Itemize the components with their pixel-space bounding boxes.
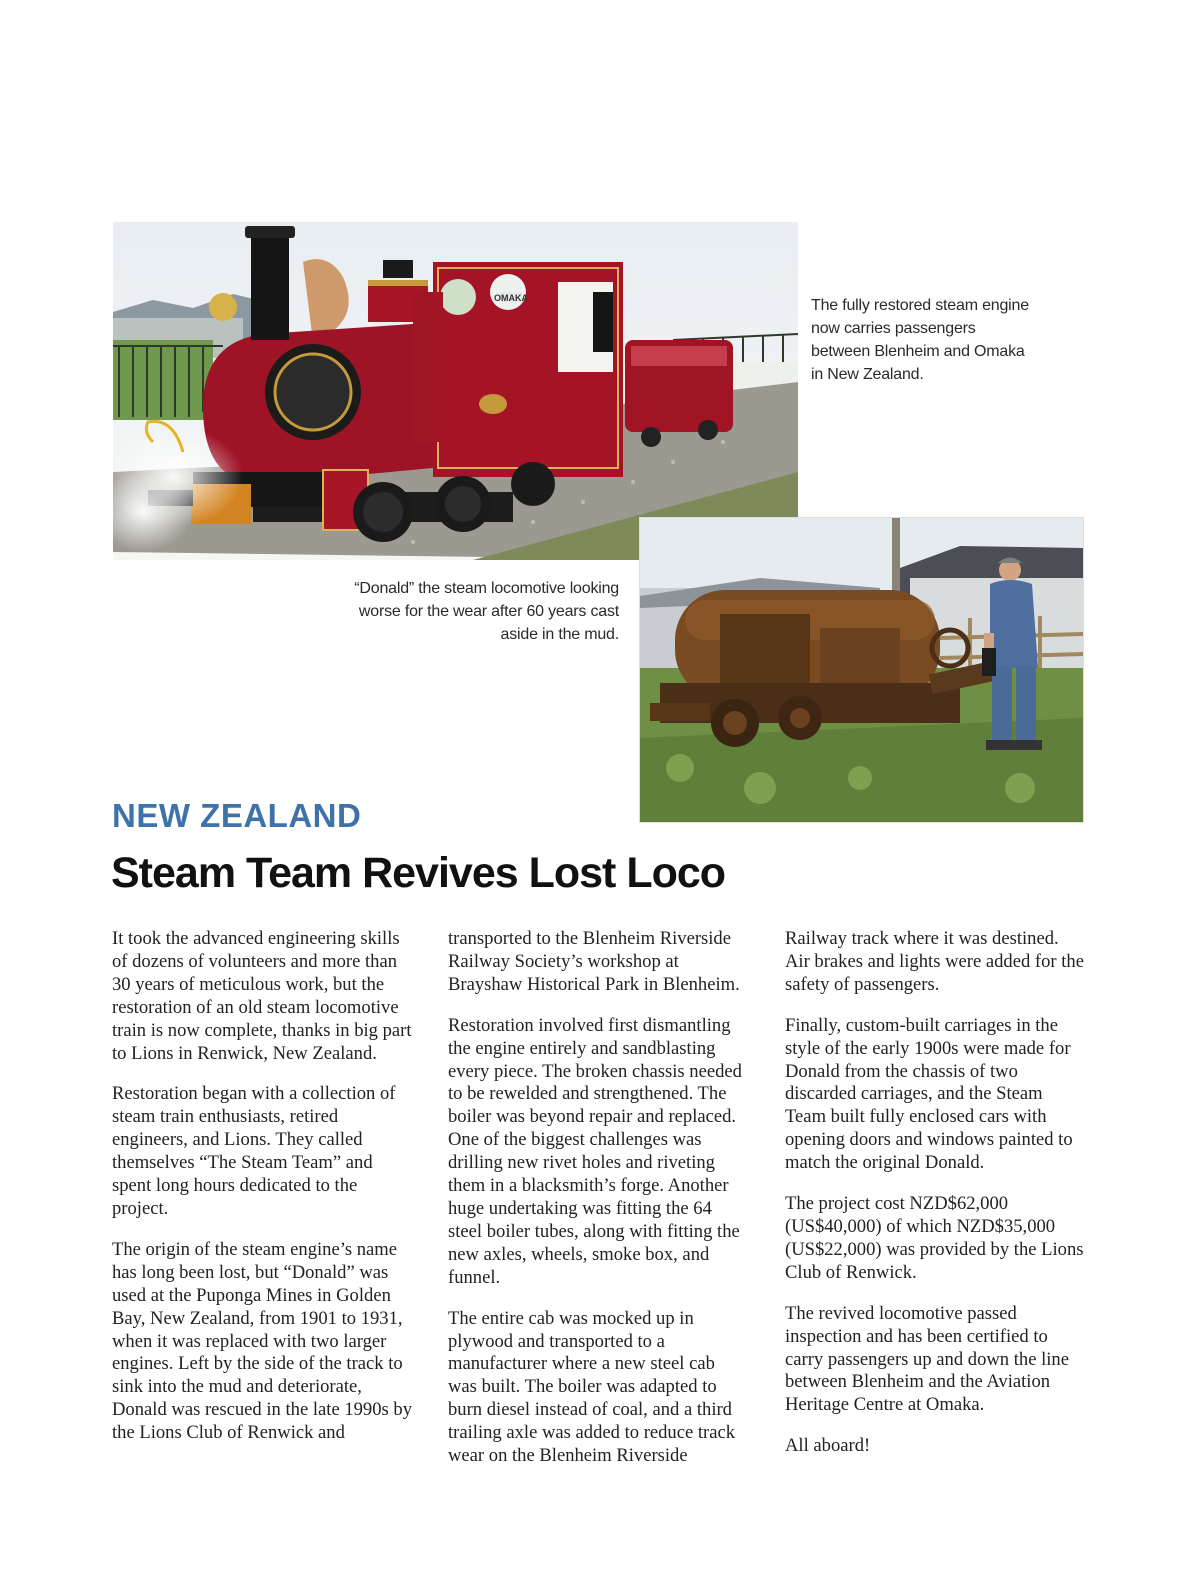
paragraph: The entire cab was mocked up in plywood and transported to a manufacturer where a new steel cab was built. The boiler was adapted to burn diesel instead of coal, and a third trailing axle was added to reduce track wear on the Blenheim Riverside (448, 1307, 736, 1467)
restored-locomotive-photo (113, 222, 798, 560)
paragraph: Finally, custom-built carriages in the style of the early 1900s were made for Donald from the chassis of two discarded carriages, and the Steam Team built fully enclosed cars with opening doors and windows painted to match the original Donald. (785, 1014, 1073, 1174)
paragraph: transported to the Blenheim Riverside Railway Society’s workshop at Brayshaw Historical Park in Blenheim. (448, 928, 740, 995)
paragraph: The revived locomotive passed inspection and has been certified to carry passengers up and down the line between Blenheim and the Aviation Heritage Centre at Omaka. (785, 1302, 1069, 1416)
cab-plate-text: OMAKA (494, 293, 528, 303)
paragraph: The project cost NZD$62,000 (US$40,000) of which NZD$35,000 (US$22,000) was provided by the Lions Club of Renwick. (785, 1193, 1084, 1283)
paragraph: The origin of the steam engine’s name has long been lost, but “Donald” was used at the Puponga Mines in Golden Bay, New Zealand, from 1901 to 1931, when it was replaced with two larger engines. Left by the side of the track to sink into the mud and deteriorate, Donald was rescued in the late 1990s by the Lions Club of Renwick and (112, 1238, 413, 1444)
rusty-locomotive-photo (640, 518, 1083, 822)
paragraph: Restoration began with a collection of steam train enthusiasts, retired engineers, and Lions. They called themselves “The Steam Team” and spent long hours dedicated to the project. (112, 1083, 396, 1219)
article-column-1 (112, 928, 412, 1463)
article-column-2 (448, 928, 748, 1486)
rusty-photo-caption: “Donald” the steam locomotive looking worse for the wear after 60 years cast aside in the mud. (354, 580, 619, 643)
paragraph: Railway track where it was destined. Air brakes and lights were added for the safety of passengers. (785, 928, 1084, 995)
restored-photo-caption: The fully restored steam engine now carries passengers between Blenheim and Omaka in New Zealand. (811, 297, 1029, 383)
article-headline: Steam Team Revives Lost Loco (111, 849, 726, 897)
paragraph: All aboard! (785, 1435, 871, 1457)
paragraph: It took the advanced engineering skills of dozens of volunteers and more than 30 years of meticulous work, but the restoration of an old steam locomotive train is now complete, thanks in big part to Lions in Renwick, New Zealand. (112, 928, 412, 1064)
article-column-3 (785, 928, 1085, 1476)
paragraph: Restoration involved first dismantling the engine entirely and sandblasting every piece. The broken chassis needed to be rewelded and strengthened. The boiler was beyond repair and replaced. One of the biggest challenges was drilling new rivet holes and riveting them in a blacksmith’s forge. Another huge undertaking was fitting the 64 steel boiler tubes, along with fitting the new axles, wheels, smoke box, and funnel. (448, 1014, 742, 1288)
section-kicker: NEW ZEALAND (112, 797, 362, 834)
